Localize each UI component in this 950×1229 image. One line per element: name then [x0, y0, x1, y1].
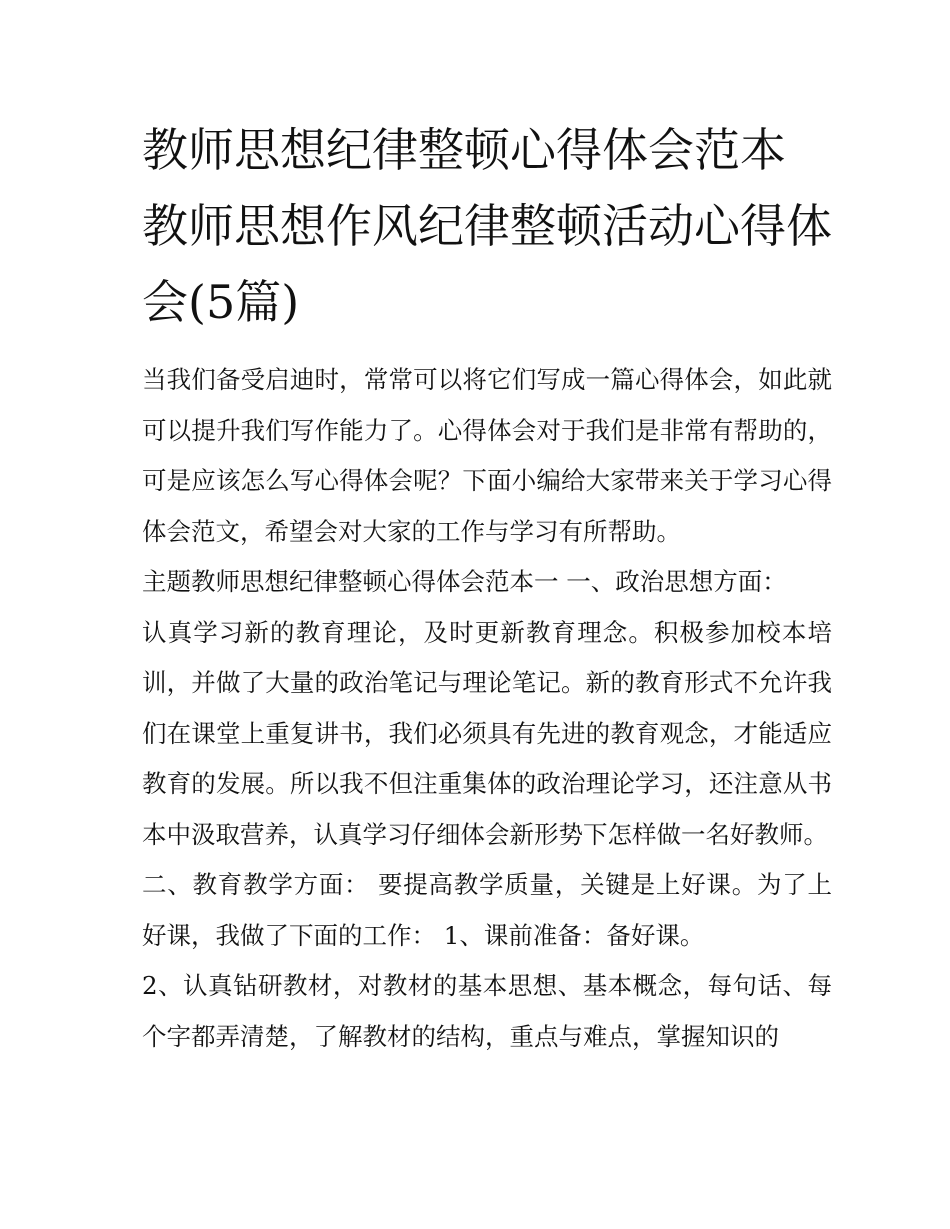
document-body	[142, 355, 832, 1062]
paragraph-intro: 当我们备受启迪时，常常可以将它们写成一篇心得体会，如此就可以提升我们写作能力了。心得体会对于我们是非常有帮助的，可是应该怎么写心得体会呢？下面小编给大家带来关于学习心得体会范文，希望会对大家的工作与学习有所帮助。	[142, 365, 832, 546]
paragraph-section-heading: 主题教师思想纪律整顿心得体会范本一 一、政治思想方面：	[142, 567, 787, 596]
paragraph-political-thought: 认真学习新的教育理论，及时更新教育理念。积极参加校本培训，并做了大量的政治笔记与理论笔记。新的教育形式不允许我们在课堂上重复讲书，我们必须具有先进的教育观念，才能适应教育的发展。所以我不但注重集体的政治理论学习，还注意从书本中汲取营养，认真学习仔细体会新形势下怎样做一名好教师。	[142, 617, 832, 849]
paragraph-teaching: 二、教育教学方面： 要提高教学质量，关键是上好课。为了上好课，我做了下面的工作： 1、课前准备：备好课。	[142, 870, 832, 950]
paragraph-study-materials: 2、认真钻研教材，对教材的基本思想、基本概念，每句话、每个字都弄清楚，了解教材的结构，重点与难点，掌握知识的	[142, 971, 832, 1051]
document-title: 教师思想纪律整顿心得体会范本 教师思想作风纪律整顿活动心得体会(5篇)	[142, 123, 832, 329]
